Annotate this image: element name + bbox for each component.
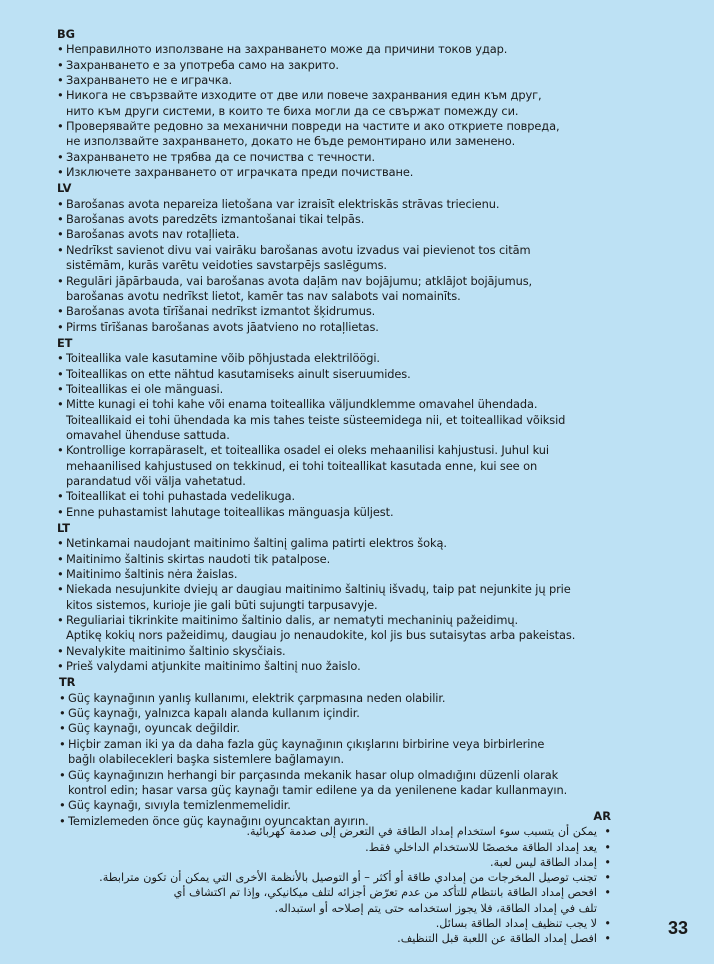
section-et <box>57 336 632 520</box>
section-code: TR <box>59 675 76 690</box>
list-item <box>59 706 632 721</box>
page-number: 33 <box>667 918 688 938</box>
item-line: kontrol edin; hasar varsa güç kaynağı tamir edilene ya da yenilenene kadar kullanmayın. <box>68 782 568 797</box>
item-line: Regulāri jāpārbauda, vai barošanas avota daļām nav bojājumu; atklājot bojājumus, <box>66 273 533 288</box>
item-line: Enne puhastamist lahutage toiteallikas mänguasja küljest. <box>66 504 394 519</box>
list-item <box>57 212 632 227</box>
item-line: Netinkamai naudojant maitinimo šaltinį galima patirti elektros šoką. <box>66 536 447 551</box>
list-item <box>57 443 632 489</box>
list-item <box>57 505 632 520</box>
item-line: barošanas avotu nedrīkst lietot, kamēr tas nav salabots vai nomainīts. <box>66 288 461 303</box>
item-line: Güç kaynağı, sıvıyla temizlenmemelidir. <box>68 798 291 813</box>
item-line: Захранването не трябва да се почиства с течности. <box>66 149 376 164</box>
list-item <box>57 567 632 582</box>
item-line: Toiteallikaid ei tohi ühendada ka mis tahes teiste süsteemidega nii, et toiteallikad võiksid <box>66 412 566 427</box>
bullet-list <box>57 536 632 674</box>
item-line: Неправилното използване на захранването може да причини токов удар. <box>66 42 508 57</box>
item-line: Никога не свързвайте изходите от две или повече захранвания един към друг, <box>66 88 542 103</box>
item-line: parandatud või välja vahetatud. <box>66 473 246 488</box>
arabic-list <box>99 824 611 946</box>
item-line: Barošanas avots nav rotaļlieta. <box>66 227 240 242</box>
list-item <box>59 737 632 768</box>
bullet-list <box>57 351 632 520</box>
item-line: Pirms tīrīšanas barošanas avots jāatvieno no rotaļlietas. <box>66 319 379 334</box>
item-line: Изключете захранването от играчката преди почистване. <box>66 165 414 180</box>
section-code: BG <box>57 27 75 41</box>
item-line: افحص إمداد الطاقة بانتظام للتأكد من عدم تعرّض أجزائه لتلف ميكانيكي، وإذا تم اكتشاف أي <box>173 886 597 900</box>
item-line: Aptikę kokių nors pažeidimų, daugiau jo nenaudokite, kol jis bus sutaisytas arba pakeistas. <box>66 628 576 643</box>
list-item <box>99 855 611 870</box>
item-line: Toiteallika vale kasutamine võib põhjustada elektrilöögi. <box>66 351 380 366</box>
item-line: Nevalykite maitinimo šaltinio skysčiais. <box>66 643 286 658</box>
item-line: нито към други системи, в които те биха могли да се свържат помежду си. <box>66 103 519 118</box>
list-item <box>57 489 632 504</box>
section-lt <box>57 521 632 674</box>
list-item <box>57 659 632 674</box>
list-item <box>57 119 632 150</box>
bullet-list <box>57 197 632 335</box>
item-line: Mitte kunagi ei tohi kahe või enama toiteallika väljundklemme omavahel ühendada. <box>66 397 538 412</box>
section-code-ar: AR <box>593 809 611 823</box>
section-code: LV <box>57 181 72 196</box>
item-line: لا يجب تنظيف إمداد الطاقة بسائل. <box>435 917 597 931</box>
item-line: يمكن أن يتسبب سوء استخدام إمداد الطاقة في التعرض إلى صدمة كهربائية. <box>246 825 597 839</box>
item-line: افصل إمداد الطاقة عن اللعبة قبل التنظيف. <box>397 932 597 946</box>
item-line: يعد إمداد الطاقة مخصصًا للاستخدام الداخلي فقط. <box>365 840 597 854</box>
list-item <box>57 58 632 73</box>
item-line: Güç kaynağı, oyuncak değildir. <box>68 721 240 736</box>
bullet-list <box>57 42 632 180</box>
item-line: Güç kaynağınızın herhangi bir parçasında mekanik hasar olup olmadığını düzenli olarak <box>68 767 559 782</box>
list-item <box>99 916 611 931</box>
list-item <box>57 227 632 242</box>
section-code: ET <box>57 335 73 350</box>
list-item <box>57 320 632 335</box>
list-item <box>57 536 632 551</box>
section-lv <box>57 181 632 334</box>
list-item <box>57 197 632 212</box>
item-line: sistēmām, kurās varētu veidoties savstarpējs saslēgums. <box>66 258 387 273</box>
document-body <box>57 26 632 829</box>
list-item <box>99 840 611 855</box>
list-item <box>57 73 632 88</box>
item-line: Проверявайте редовно за механични повреди на частите и ако откриете повреда, <box>66 119 560 134</box>
list-item <box>57 382 632 397</box>
list-item <box>57 367 632 382</box>
item-line: Güç kaynağı, yalnızca kapalı alanda kullanım içindir. <box>68 706 360 721</box>
item-line: Захранването е за употреба само на закрито. <box>66 57 339 72</box>
section-tr <box>59 675 632 828</box>
list-item <box>99 931 611 946</box>
item-line: Kontrollige korrapäraselt, et toiteallika osadel ei oleks mehaanilisi kahjustusi. Juhul kui <box>66 443 549 458</box>
list-item <box>59 768 632 799</box>
list-item <box>57 552 632 567</box>
list-item <box>99 824 611 839</box>
list-item <box>57 582 632 613</box>
item-line: Toiteallikas on ette nähtud kasutamiseks ainult siseruumides. <box>66 366 411 381</box>
item-line: Maitinimo šaltinis skirtas naudoti tik patalpose. <box>66 551 331 566</box>
list-item <box>57 165 632 180</box>
item-line: Prieš valydami atjunkite maitinimo šaltinį nuo žaislo. <box>66 659 361 674</box>
section-code: LT <box>57 521 70 535</box>
list-item <box>59 721 632 736</box>
item-line: تجنب توصيل المخرجات من إمدادي طاقة أو أكثر – أو التوصيل بالأنظمة الأخرى التي يمكن أن تكون مترابطة. <box>99 871 597 885</box>
item-line: Toiteallikat ei tohi puhastada vedelikuga. <box>66 489 296 504</box>
list-item <box>57 88 632 119</box>
item-line: mehaanilised kahjustused on tekkinud, ei tohi toiteallikat kasutada enne, kui see on <box>66 458 538 473</box>
list-item <box>57 274 632 305</box>
item-line: Maitinimo šaltinis nėra žaislas. <box>66 567 238 582</box>
list-item <box>57 42 632 57</box>
item-line: Barošanas avota tīrīšanai nedrīkst izmantot šķidrumus. <box>66 304 376 319</box>
item-line: Toiteallikas ei ole mänguasi. <box>66 381 224 396</box>
arabic-section <box>99 808 611 947</box>
item-line: Захранването не е играчка. <box>66 73 232 88</box>
list-item <box>57 644 632 659</box>
list-item <box>99 870 611 885</box>
list-item <box>57 243 632 274</box>
list-item <box>57 150 632 165</box>
list-item <box>57 397 632 443</box>
item-line: Temizlemeden önce güç kaynağını oyuncaktan ayırın. <box>68 813 369 828</box>
item-line: kitos sistemos, kurioje jie gali būti sujungti tarpusavyje. <box>66 597 378 612</box>
item-line: Güç kaynağının yanlış kullanımı, elektrik çarpmasına neden olabilir. <box>68 690 446 705</box>
item-line: omavahel ühenduse sattuda. <box>66 427 230 442</box>
item-line: Nedrīkst savienot divu vai vairāku barošanas avotu izvadus vai pievienot tos citām <box>66 242 531 257</box>
item-line: Reguliariai tikrinkite maitinimo šaltinio dalis, ar nematyti mechaninių pažeidimų. <box>66 613 518 628</box>
item-line: تلف في إمداد الطاقة، فلا يجوز استخدامه حتى يتم إصلاحه أو استبداله. <box>274 901 597 915</box>
item-line: إمداد الطاقة ليس لعبة. <box>490 855 597 869</box>
item-line: bağlı olabilecekleri başka sistemlere bağlamayın. <box>68 752 345 767</box>
list-item <box>57 613 632 644</box>
item-line: не използвайте захранването, докато не бъде ремонтирано или заменено. <box>66 134 516 149</box>
list-item <box>57 351 632 366</box>
item-line: Barošanas avota nepareiza lietošana var izraisīt elektriskās strāvas triecienu. <box>66 196 500 211</box>
list-item <box>99 885 611 916</box>
item-line: Niekada nesujunkite dviejų ar daugiau maitinimo šaltinių išvadų, taip pat nejunkite jų prie <box>66 582 571 597</box>
section-bg <box>57 27 632 180</box>
list-item <box>59 691 632 706</box>
list-item <box>57 304 632 319</box>
item-line: Hiçbir zaman iki ya da daha fazla güç kaynağının çıkışlarını birbirine veya birbirlerine <box>68 736 545 751</box>
item-line: Barošanas avots paredzēts izmantošanai tikai telpās. <box>66 212 365 227</box>
